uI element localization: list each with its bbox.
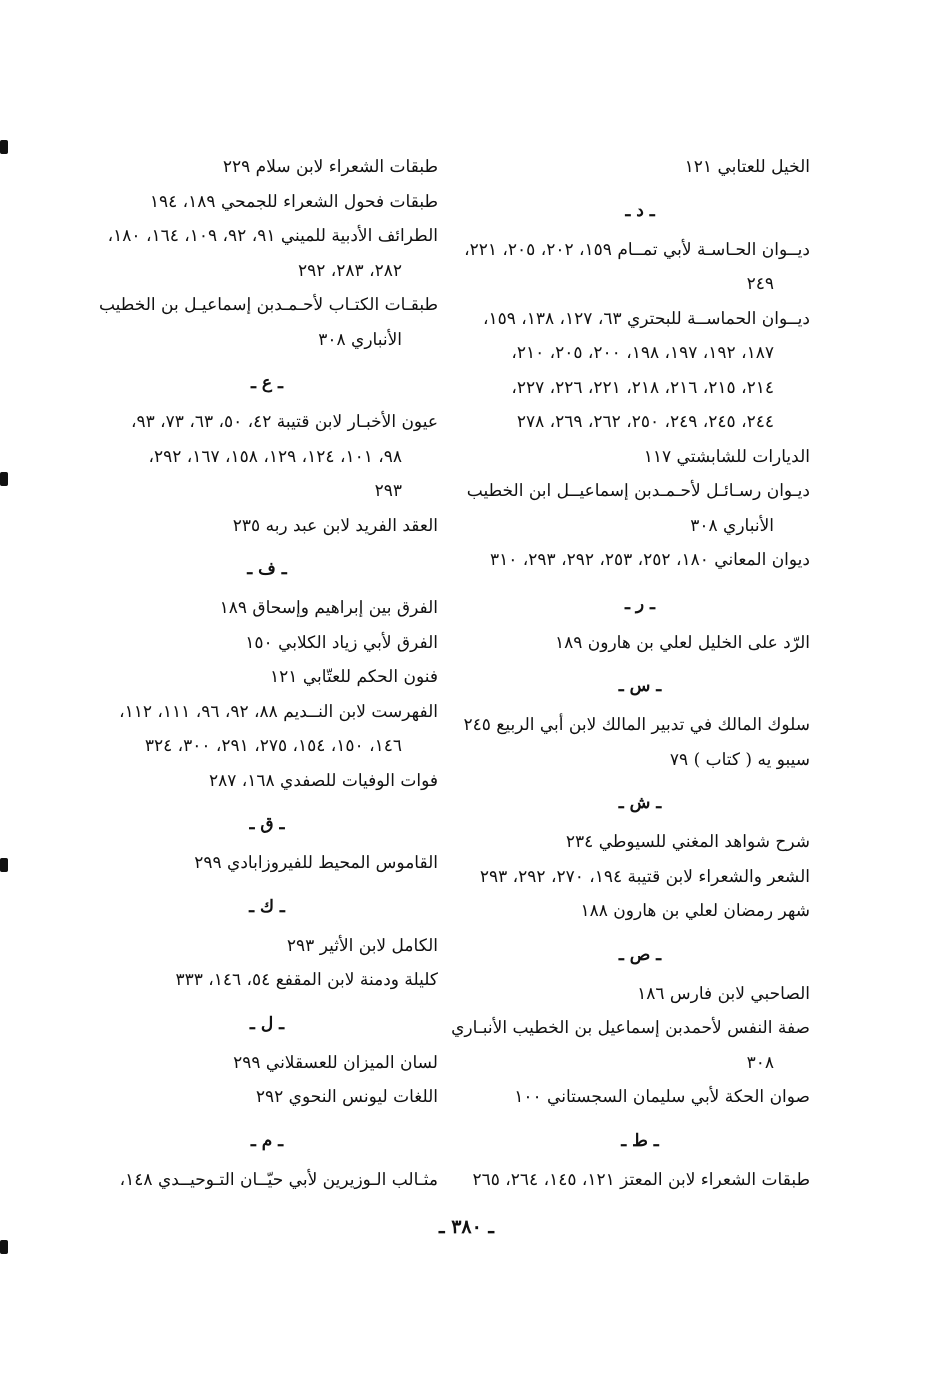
page-number: ـ ٣٨٠ ـ xyxy=(439,1216,494,1238)
letter-section-heading: ـ ش ـ xyxy=(618,793,662,813)
letter-section-heading: ـ م ـ xyxy=(250,1130,284,1151)
index-entry-continuation: ١٨٧، ١٩٢، ١٩٧، ١٩٨، ٢٠٠، ٢٠٥، ٢١٠، xyxy=(511,343,774,363)
index-column-right xyxy=(451,150,810,1197)
letter-section-heading: ـ ق ـ xyxy=(249,814,285,834)
index-entry: فنون الحكم للعتّابي ١٢١ xyxy=(270,667,438,687)
index-entry: صوان الحكة لأبي سليمان السجستاني ١٠٠ xyxy=(514,1087,810,1107)
index-entry: صفة النفس لأحمدبن إسماعيل بن الخطيب الأنبـاري xyxy=(451,1018,810,1038)
scan-edge-mark xyxy=(0,858,8,872)
index-entry: الفهرست لابن النــديم ٨٨، ٩٢، ٩٦، ١١١، ١١٢، xyxy=(119,701,438,722)
index-entry: لسان الميزان للعسقلاني ٢٩٩ xyxy=(233,1052,438,1073)
index-entry: العقد الفريد لابن عبد ربه ٢٣٥ xyxy=(232,515,438,536)
index-entry: طبقات الشعراء لابن المعتز ١٢١، ١٤٥، ٢٦٤، ٢٦٥ xyxy=(472,1169,810,1190)
index-entry: مثـالب الـوزيرين لأبي حيّــان التـوحيــدي ١٤٨، xyxy=(119,1169,438,1190)
scan-edge-mark xyxy=(0,1240,8,1254)
index-entry: الرّد على الخليل لعلي بن هارون ١٨٩ xyxy=(554,632,810,653)
index-entry-continuation: الأنباري ٣٠٨ xyxy=(318,329,402,350)
index-entry: ديــوان الحـاسـة لأبي تمــام ١٥٩، ٢٠٢، ٢٠٥، ٢٢١، xyxy=(464,239,810,260)
index-entry-continuation: ٣٠٨ xyxy=(746,1052,774,1073)
index-entry: كليلة ودمنة لابن المقفع ٥٤، ١٤٦، ٣٣٣ xyxy=(175,970,438,990)
index-entry-continuation: ٢٤٤، ٢٤٥، ٢٤٩، ٢٥٠، ٢٦٢، ٢٦٩، ٢٧٨ xyxy=(516,412,774,432)
index-entry-continuation: ٩٨، ١٠١، ١٢٤، ١٢٩، ١٥٨، ١٦٧، ٢٩٢، xyxy=(148,446,402,467)
index-entry: الديارات للشابشتي ١١٧ xyxy=(643,446,810,467)
index-entry: شرح شواهد المغني للسيوطي ٢٣٤ xyxy=(565,832,810,852)
index-entry: الشعر والشعراء لابن قتيبة ١٩٤، ٢٧٠، ٢٩٢، ٢٩٣ xyxy=(479,866,810,887)
index-entry: القاموس المحيط للفيروزابادي ٢٩٩ xyxy=(194,853,438,873)
scan-edge-mark xyxy=(0,472,8,486)
index-entry: طبقات فحول الشعراء للجمحي ١٨٩، ١٩٤ xyxy=(149,191,438,212)
letter-section-heading: ـ ك ـ xyxy=(249,896,285,917)
index-entry: طبقات الشعراء لابن سلام ٢٢٩ xyxy=(222,157,438,177)
index-entry-continuation: ٢١٤، ٢١٥، ٢١٦، ٢١٨، ٢٢١، ٢٢٦، ٢٢٧، xyxy=(511,377,774,398)
index-entry: ديــوان الحماســة للبحتري ٦٣، ١٢٧، ١٣٨، ١٥٩، xyxy=(482,308,810,329)
letter-section-heading: ـ د ـ xyxy=(625,200,655,221)
index-entry: الخيل للعتابي ١٢١ xyxy=(684,157,810,177)
letter-section-heading: ـ س ـ xyxy=(618,676,662,696)
index-entry-continuation: ١٤٦، ١٥٠، ١٥٤، ٢٧٥، ٢٩١، ٣٠٠، ٣٢٤ xyxy=(144,736,402,756)
index-entry: الفرق لأبي زياد الكلابي ١٥٠ xyxy=(245,632,438,653)
index-entry: سيبو يه ( كتاب ) ٧٩ xyxy=(669,749,810,770)
index-entry: الطرائف الأدبية للميني ٩١، ٩٢، ١٠٩، ١٦٤، ١٨٠، xyxy=(107,226,438,246)
index-entry: الصاحبي لابن فارس ١٨٦ xyxy=(637,983,810,1004)
index-entry: سلوك المالك في تدبير المالك لابن أبي الربيع ٢٤٥ xyxy=(463,715,810,735)
letter-section-heading: ـ ف ـ xyxy=(247,559,287,579)
index-entry: الكامل لابن الأثير ٢٩٣ xyxy=(286,935,438,956)
index-entry: شهر رمضان لعلي بن هارون ١٨٨ xyxy=(580,901,810,921)
index-entry: ديـوان رسـائـل لأحـمـدبن إسماعيــل ابن الخطيب xyxy=(466,481,810,501)
index-column-left xyxy=(96,150,438,1197)
index-entry: فوات الوفيات للصفدي ١٦٨، ٢٨٧ xyxy=(208,770,438,791)
index-entry: الفرق بين إبراهيم وإسحاق ١٨٩ xyxy=(219,598,438,618)
letter-section-heading: ـ ع ـ xyxy=(251,373,283,393)
letter-section-heading: ـ ط ـ xyxy=(621,1130,659,1151)
index-entry: عيون الأخبـار لابن قتيبة ٤٢، ٥٠، ٦٣، ٧٣، ٩٣، xyxy=(131,412,438,432)
index-entry: ديوان المعاني ١٨٠، ٢٥٢، ٢٥٣، ٢٩٢، ٢٩٣، ٣١٠ xyxy=(489,550,810,570)
index-entry: طبقـات الكتـاب لأحـمـدبن إسماعيـل بن الخطيب xyxy=(98,295,438,315)
index-entry-continuation: ٢٩٣ xyxy=(374,481,402,501)
index-entry-continuation: ٢٨٢، ٢٨٣، ٢٩٢ xyxy=(298,260,402,281)
index-entry-continuation: ٢٤٩ xyxy=(746,274,774,294)
index-entry-continuation: الأنباري ٣٠٨ xyxy=(690,515,774,536)
letter-section-heading: ـ ل ـ xyxy=(249,1013,285,1034)
letter-section-heading: ـ ر ـ xyxy=(624,593,655,614)
letter-section-heading: ـ ص ـ xyxy=(618,944,662,965)
index-entry: اللغات ليونس النحوي ٢٩٢ xyxy=(255,1087,438,1107)
scan-edge-mark xyxy=(0,140,8,154)
